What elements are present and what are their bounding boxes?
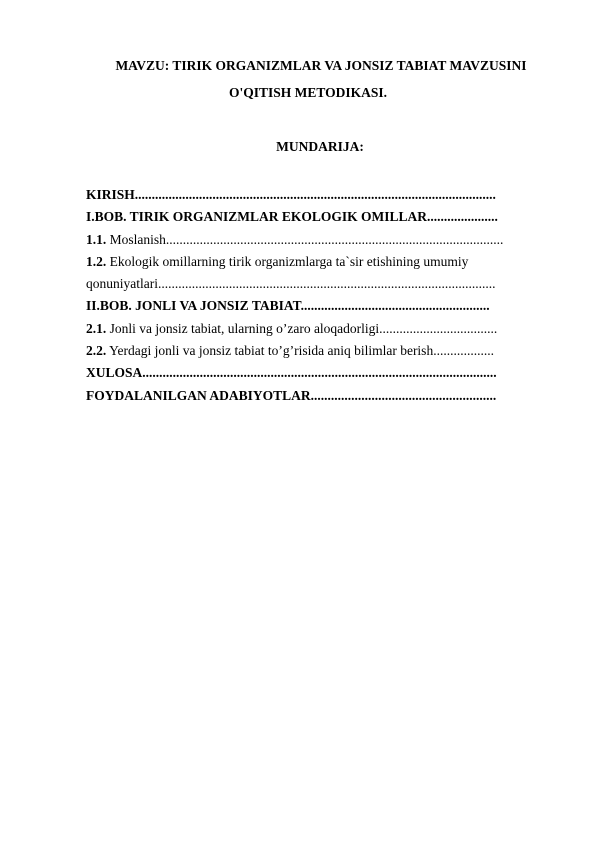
document-title-line-2: O'QITISH METODIKASI. [228,85,388,100]
toc-row-text: KIRISH........................................................................................................... [86,187,496,202]
toc-row-chapter-1 [86,206,526,228]
toc-row-text: XULOSA......................................................................................................... [86,365,497,381]
toc-row-section-2-2 [86,340,526,362]
table-of-contents [86,184,526,407]
toc-row-text: I.BOB. TIRIK ORGANIZMLAR EKOLOGIK OMILLAR..................... [86,209,498,225]
toc-row-text: FOYDALANILGAN ADABIYOTLAR....................................................... [86,387,497,403]
toc-row-chapter-2 [86,295,526,317]
toc-row-number: 2.2. [86,343,107,359]
toc-row-text: Yerdagi jonli va jonsiz tabiat to’g’risida aniq bilimlar berish.................. [106,343,494,359]
toc-row-text: II.BOB. JONLI VA JONSIZ TABIAT........................................................ [86,298,490,314]
toc-row-text: qonuniyatlari.................................................................................................... [86,276,496,292]
toc-row-xulosa [86,362,526,384]
toc-row-text: Ekologik omillarning tirik organizmlarga ta`sir etishining umumiy [106,253,469,269]
toc-heading: MUNDARIJA: [276,139,364,154]
document-title-line-1: MAVZU: TIRIK ORGANIZMLAR VA JONSIZ TABIAT MAVZUSINI [115,58,527,73]
toc-row-number: 1.2. [86,253,107,269]
toc-row-number: 2.1. [86,320,107,336]
toc-row-section-1-2 [86,251,526,273]
toc-row-number: 1.1. [86,231,107,247]
toc-row-kirish [86,184,526,206]
toc-row-text: Jonli va jonsiz tabiat, ularning o’zaro aloqadorligi................................... [106,320,498,336]
toc-row-text: Moslanish.................................................................................................... [106,231,504,247]
toc-row-section-2-1 [86,318,526,340]
toc-row-section-1-1 [86,229,526,251]
toc-row-bibliography [86,385,526,407]
toc-row-section-1-2-continued [86,273,526,295]
